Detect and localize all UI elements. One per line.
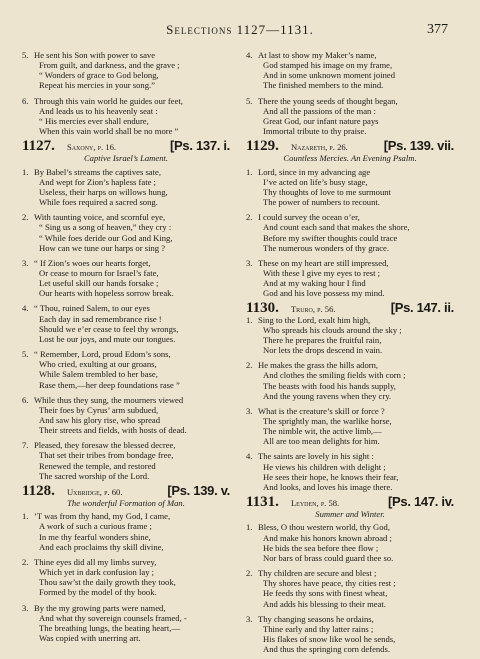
- verse-line: [246, 233, 454, 243]
- hymn-stanzas: [246, 315, 454, 493]
- verse-text: Their foes by Cyrus’ arm subdued,: [39, 404, 159, 415]
- verse-line: [246, 187, 454, 197]
- stanza-number: 2.: [22, 212, 29, 223]
- verse-line: [22, 222, 230, 232]
- stanza-number: 3.: [246, 613, 253, 624]
- verse-text: The numerous wonders of thy grace.: [263, 242, 390, 253]
- verse-text: The power of numbers to recount.: [263, 197, 380, 208]
- verse-text: He feeds thy sons with finest wheat,: [263, 588, 388, 599]
- verse-text: I could survey the ocean o’er,: [258, 212, 360, 223]
- verse-line: [22, 197, 230, 207]
- verse-text: At last to show my Maker’s name,: [258, 50, 377, 60]
- verse-line: [246, 578, 454, 588]
- hymn-subtitle: Summer and Winter.: [315, 509, 385, 520]
- stanza-number: 6.: [22, 95, 29, 106]
- verse-line: [22, 415, 230, 425]
- verse-line: [22, 532, 230, 542]
- verse-text: Rase them,—her deep foundations rase ”: [39, 379, 180, 390]
- stanza: [246, 167, 454, 208]
- stanza: [22, 349, 230, 390]
- verse-text: Nor lets the drops descend in vain.: [263, 345, 383, 356]
- verse-text: ’T was from thy hand, my God, I came,: [34, 511, 171, 522]
- verse-text: He sent his Son with power to save: [34, 50, 156, 60]
- stanza-number: 7.: [22, 440, 29, 451]
- verse-line: [22, 567, 230, 577]
- verse-line: [22, 461, 230, 471]
- verse-line: [22, 471, 230, 481]
- verse-text: With taunting voice, and scornful eye,: [34, 212, 166, 223]
- verse-text: A work of such a curious frame ;: [39, 521, 152, 532]
- stanza: [22, 167, 230, 208]
- hymn-stanzas: [22, 167, 230, 481]
- verse-line: [246, 599, 454, 609]
- verse-line: [22, 623, 230, 633]
- verse-text: And adds his blessing to their meat.: [263, 598, 386, 609]
- verse-text: Formed by the model of thy book.: [39, 587, 157, 598]
- verse-line: [246, 370, 454, 380]
- hymn-subtitle: Countless Mercies. An Evening Psalm.: [283, 153, 417, 164]
- verse-text: While thus they sung, the mourners viewed: [34, 394, 184, 405]
- hymn-subtitle: The wonderful Formation of Man.: [67, 498, 185, 509]
- verse-text: The nimble wit, the active limb,—: [263, 426, 382, 437]
- verse-text: And all the passions of the man :: [263, 105, 376, 116]
- verse-text: And the young ravens when they cry.: [263, 390, 392, 401]
- stanza: [246, 614, 454, 655]
- psalm-ref: [Ps. 139. vii.: [383, 138, 454, 154]
- verse-text: He sees their hope, he knows their fear,: [263, 471, 399, 482]
- hymn-stanzas: [246, 522, 454, 654]
- stanza-number: 2.: [22, 556, 29, 567]
- verse-line: [22, 521, 230, 531]
- verse-line: [246, 472, 454, 482]
- continued-hymn: [246, 50, 454, 136]
- stanza-number: 1.: [22, 511, 29, 522]
- verse-line: [246, 315, 454, 325]
- verse-text: And looks, and loves his image there.: [263, 481, 393, 492]
- tune-name: Truro, p. 56.: [290, 304, 336, 315]
- verse-line: [246, 543, 454, 553]
- verse-text: By Babel’s streams the captives sate,: [34, 166, 161, 177]
- hymn-heading: [246, 494, 454, 511]
- verse-text: Each day in sad remembrance rise !: [39, 313, 162, 324]
- verse-text: God stamped his image on my frame,: [263, 60, 393, 71]
- continued-hymn: [22, 50, 230, 136]
- verse-line: [246, 278, 454, 288]
- verse-line: [22, 167, 230, 177]
- verse-line: [246, 345, 454, 355]
- verse-text: Lost be our joys, and mute our tongues.: [39, 333, 176, 344]
- verse-line: [246, 222, 454, 232]
- hymn-1131: [246, 494, 454, 655]
- verse-text: Repeat his mercies in your song.”: [39, 80, 155, 91]
- verse-text: And thus the springing corn defends.: [263, 644, 390, 655]
- verse-line: [22, 405, 230, 415]
- stanza-number: 5.: [246, 95, 253, 106]
- hymn-number: 1129.: [246, 138, 279, 155]
- verse-text: There he prepares the fruitful rain,: [263, 334, 382, 345]
- verse-line: [22, 395, 230, 405]
- stanza-number: 3.: [22, 257, 29, 268]
- verse-line: [22, 187, 230, 197]
- verse-text: The sprightly man, the warlike horse,: [263, 416, 392, 426]
- hymn-subtitle: Captive Israel’s Lament.: [83, 153, 169, 164]
- stanza-number: 4.: [246, 451, 253, 462]
- verse-line: [22, 96, 230, 106]
- verse-line: [22, 557, 230, 567]
- verse-text: Our hearts with hopeless sorrow break.: [39, 288, 174, 299]
- stanza-number: 1.: [246, 522, 253, 533]
- verse-line: [246, 60, 454, 70]
- verse-text: The sacred worship of the Lord.: [39, 470, 150, 481]
- verse-line: [246, 644, 454, 654]
- stanza: [22, 303, 230, 344]
- verse-text: “ Remember, Lord, proud Edom’s sons,: [34, 349, 171, 360]
- verse-line: [22, 613, 230, 623]
- verse-line: [22, 587, 230, 597]
- verse-text: His flakes of snow like wool he sends,: [263, 633, 396, 644]
- verse-text: While foes required a sacred song.: [39, 197, 158, 208]
- verse-text: Great God, our infant nature pays: [263, 115, 379, 126]
- stanza-number: 3.: [246, 405, 253, 416]
- stanza: [22, 603, 230, 644]
- verse-line: [22, 633, 230, 643]
- running-title: Selections 1127—1131.: [166, 22, 314, 37]
- verse-line: [22, 303, 230, 313]
- verse-text: By the my growing parts were named,: [34, 602, 166, 613]
- hymn-number: 1127.: [22, 138, 55, 155]
- verse-line: [246, 126, 454, 136]
- stanza: [246, 96, 454, 137]
- stanza-number: 2.: [246, 568, 253, 579]
- verse-line: [246, 335, 454, 345]
- verse-text: Thy changing seasons he ordains,: [258, 613, 374, 624]
- verse-text: “ Wonders of grace to God belong,: [39, 70, 159, 81]
- psalm-ref: [Ps. 137. i.: [170, 138, 230, 154]
- hymn-1130: [246, 300, 454, 492]
- stanza-number: 1.: [246, 314, 253, 325]
- verse-text: He makes the grass the hills adorn,: [258, 360, 379, 371]
- verse-text: Sing to the Lord, exalt him high,: [258, 314, 371, 325]
- verse-text: Nor bars of brass could guard thee so.: [263, 552, 394, 563]
- psalm-ref: [Ps. 147. ii.: [390, 300, 454, 316]
- verse-text: “ If Zion’s woes our hearts forget,: [34, 257, 151, 268]
- verse-text: “ His mercies ever shall endure,: [39, 115, 149, 126]
- verse-line: [246, 212, 454, 222]
- verse-line: [246, 588, 454, 598]
- verse-text: Thine eyes did all my limbs survey,: [34, 556, 157, 567]
- verse-line: [22, 314, 230, 324]
- verse-line: [22, 577, 230, 587]
- verse-text: Immortal tribute to thy praise.: [263, 126, 367, 137]
- verse-line: [22, 50, 230, 60]
- stanza-number: 2.: [246, 212, 253, 223]
- verse-line: [246, 197, 454, 207]
- verse-text: God and his love possess my mind.: [263, 288, 385, 299]
- tune-name: Uxbridge, p. 60.: [66, 486, 123, 497]
- verse-line: [246, 80, 454, 90]
- verse-text: Thy thoughts of love to me surmount: [263, 186, 391, 197]
- tune-name: Saxony, p. 16.: [66, 142, 117, 153]
- verse-line: [22, 369, 230, 379]
- verse-text: Thy children are secure and blest ;: [258, 568, 377, 579]
- verse-line: [22, 380, 230, 390]
- verse-line: [246, 416, 454, 426]
- verse-text: The finished members to the mind.: [263, 80, 384, 91]
- verse-text: Thou saw’st the daily growth they took,: [39, 577, 176, 588]
- verse-text: In me thy fearful wonders shine,: [39, 531, 151, 542]
- verse-text: Which yet in dark confusion lay ;: [39, 567, 155, 578]
- verse-text: When this vain world shall be no more ”: [39, 126, 179, 137]
- verse-line: [22, 106, 230, 116]
- verse-line: [246, 406, 454, 416]
- stanza: [22, 557, 230, 598]
- hymn-heading: [22, 482, 230, 499]
- stanza: [22, 440, 230, 481]
- verse-text: Or cease to mourn for Israel’s fate,: [39, 267, 159, 278]
- verse-line: [246, 381, 454, 391]
- hymn-1129: [246, 138, 454, 299]
- verse-line: [22, 116, 230, 126]
- verse-text: With these I give my eyes to rest ;: [263, 267, 381, 278]
- verse-text: That set their tribes from bondage free,: [39, 450, 174, 461]
- verse-line: [246, 70, 454, 80]
- stanza: [246, 212, 454, 253]
- verse-line: [246, 634, 454, 644]
- verse-line: [246, 96, 454, 106]
- tune-name: Leyden, p. 58.: [290, 498, 340, 509]
- verse-text: And clothes the smiling fields with corn ;: [263, 370, 406, 381]
- hymn-number: 1128.: [22, 482, 55, 499]
- verse-line: [22, 450, 230, 460]
- verse-line: [246, 288, 454, 298]
- stanza: [22, 96, 230, 137]
- stanza-number: 3.: [246, 257, 253, 268]
- verse-text: While Salem trembled to her base,: [39, 369, 158, 380]
- verse-line: [246, 568, 454, 578]
- hymn-heading: [22, 138, 230, 155]
- verse-text: What is the creature’s skill or force ?: [258, 405, 385, 416]
- verse-line: [246, 553, 454, 563]
- verse-line: [246, 177, 454, 187]
- verse-line: [22, 542, 230, 552]
- stanza: [22, 395, 230, 436]
- hymn-number: 1130.: [246, 300, 279, 317]
- verse-line: [22, 324, 230, 334]
- stanza-number: 5.: [22, 349, 29, 360]
- verse-line: [22, 440, 230, 450]
- verse-line: [22, 126, 230, 136]
- tune-name: Nazareth, p. 26.: [290, 142, 348, 153]
- verse-line: [22, 425, 230, 435]
- stanza-number: 4.: [22, 303, 29, 314]
- verse-text: Renewed the temple, and restored: [39, 460, 156, 471]
- hymn-1128: [22, 482, 230, 643]
- page-number: 377: [427, 22, 448, 37]
- verse-line: [246, 482, 454, 492]
- psalm-ref: [Ps. 147. iv.: [388, 494, 454, 510]
- hymn-stanzas: [22, 511, 230, 643]
- page-header: [24, 22, 456, 38]
- verse-text: He views his children with delight ;: [263, 461, 386, 472]
- verse-line: [246, 258, 454, 268]
- verse-text: There the young seeds of thought began,: [258, 95, 398, 106]
- verse-line: [22, 258, 230, 268]
- verse-text: Let useful skill our hands forsake ;: [39, 278, 159, 289]
- verse-text: And make his honors known abroad ;: [263, 532, 392, 543]
- verse-line: [22, 359, 230, 369]
- verse-line: [22, 60, 230, 70]
- verse-text: The saints are lovely in his sight :: [258, 451, 374, 462]
- verse-text: I’ve acted on life’s busy stage,: [263, 176, 368, 187]
- stanza: [22, 258, 230, 299]
- verse-text: And wept for Zion’s hapless fate ;: [39, 176, 156, 187]
- stanza-number: 5.: [22, 50, 29, 60]
- verse-line: [246, 522, 454, 532]
- stanza: [246, 315, 454, 356]
- hymn-number: 1131.: [246, 494, 279, 511]
- verse-text: “ Thou, ruined Salem, to our eyes: [34, 303, 150, 314]
- stanza: [246, 451, 454, 492]
- verse-line: [246, 426, 454, 436]
- stanza-number: 4.: [246, 50, 253, 60]
- psalm-ref: [Ps. 139. v.: [167, 482, 230, 498]
- stanza-number: 1.: [22, 166, 29, 177]
- stanza: [246, 258, 454, 299]
- verse-line: [22, 603, 230, 613]
- verse-text: Was copied with unerring art.: [39, 632, 141, 643]
- hymn-stanzas: [246, 167, 454, 299]
- verse-text: And leads us to his heavenly seat :: [39, 105, 158, 116]
- stanza-number: 2.: [246, 360, 253, 371]
- stanza: [22, 511, 230, 552]
- stanza-number: 3.: [22, 602, 29, 613]
- verse-text: And each proclaims thy skill divine,: [39, 541, 164, 552]
- verse-text: Who spreads his clouds around the sky ;: [263, 324, 402, 335]
- verse-text: He bids the sea before thee flow ;: [263, 542, 379, 553]
- verse-line: [246, 50, 454, 60]
- verse-text: Before my swifter thoughts could trace: [263, 232, 398, 243]
- stanza: [246, 522, 454, 563]
- verse-text: Useless, their harps on willows hung,: [39, 186, 168, 197]
- stanza-number: 1.: [246, 166, 253, 177]
- stanza: [22, 50, 230, 91]
- verse-text: These on my heart are still impressed,: [258, 257, 389, 268]
- verse-line: [246, 106, 454, 116]
- verse-text: Who cried, exulting at our groans,: [39, 359, 157, 370]
- verse-text: And saw his glory rise, who spread: [39, 415, 161, 425]
- stanza: [246, 360, 454, 401]
- stanza: [246, 406, 454, 447]
- stanza: [246, 50, 454, 91]
- verse-line: [22, 511, 230, 521]
- verse-line: [246, 614, 454, 624]
- verse-text: Thine early and thy latter rains ;: [263, 623, 374, 634]
- verse-line: [246, 325, 454, 335]
- left-column: [22, 50, 230, 648]
- verse-line: [22, 268, 230, 278]
- verse-text: Their streets and fields, with hosts of dead.: [39, 425, 187, 436]
- verse-text: Lord, since in my advancing age: [258, 166, 371, 177]
- verse-text: And in some unknown moment joined: [263, 70, 395, 81]
- verse-line: [246, 391, 454, 401]
- verse-text: Should we e’er cease to feel thy wrongs,: [39, 323, 179, 334]
- stanza-number: 6.: [22, 394, 29, 405]
- verse-line: [22, 243, 230, 253]
- verse-line: [246, 116, 454, 126]
- verse-line: [22, 288, 230, 298]
- verse-line: [22, 177, 230, 187]
- verse-text: And count each sand that makes the shore,: [263, 222, 410, 233]
- hymn-1127: [22, 138, 230, 481]
- verse-line: [246, 243, 454, 253]
- verse-line: [246, 624, 454, 634]
- verse-text: The beasts with food his hands supply,: [263, 380, 396, 391]
- hymn-heading: [246, 300, 454, 317]
- stanza: [246, 568, 454, 609]
- verse-text: All are too mean delights for him.: [263, 436, 380, 447]
- stanza: [22, 212, 230, 253]
- verse-line: [22, 70, 230, 80]
- verse-text: Thy shores have peace, thy cities rest ;: [263, 578, 396, 589]
- verse-text: Through this vain world he guides our feet,: [34, 95, 183, 106]
- verse-line: [22, 212, 230, 222]
- verse-line: [246, 451, 454, 461]
- verse-line: [22, 80, 230, 90]
- verse-line: [246, 533, 454, 543]
- verse-text: Bless, O thou western world, thy God,: [258, 522, 390, 533]
- hymn-heading: [246, 138, 454, 155]
- verse-text: “ While foes deride our God and King,: [39, 232, 173, 243]
- verse-text: From guilt, and darkness, and the grave ;: [39, 60, 180, 71]
- verse-line: [246, 436, 454, 446]
- verse-text: And what thy sovereign counsels framed, -: [39, 612, 187, 623]
- verse-text: Pleased, they foresaw the blessed decree,: [34, 440, 176, 451]
- verse-line: [246, 268, 454, 278]
- verse-line: [22, 334, 230, 344]
- verse-line: [246, 462, 454, 472]
- verse-text: And at my waking hour I find: [263, 278, 366, 289]
- verse-line: [22, 349, 230, 359]
- verse-line: [246, 360, 454, 370]
- verse-text: “ Sing us a song of heaven,” they cry :: [39, 222, 172, 233]
- verse-text: The breathing lungs, the beating heart,—: [39, 622, 181, 633]
- verse-line: [22, 233, 230, 243]
- verse-line: [22, 278, 230, 288]
- right-column: [246, 50, 454, 659]
- verse-line: [246, 167, 454, 177]
- verse-text: How can we tune our harps or sing ?: [39, 242, 166, 253]
